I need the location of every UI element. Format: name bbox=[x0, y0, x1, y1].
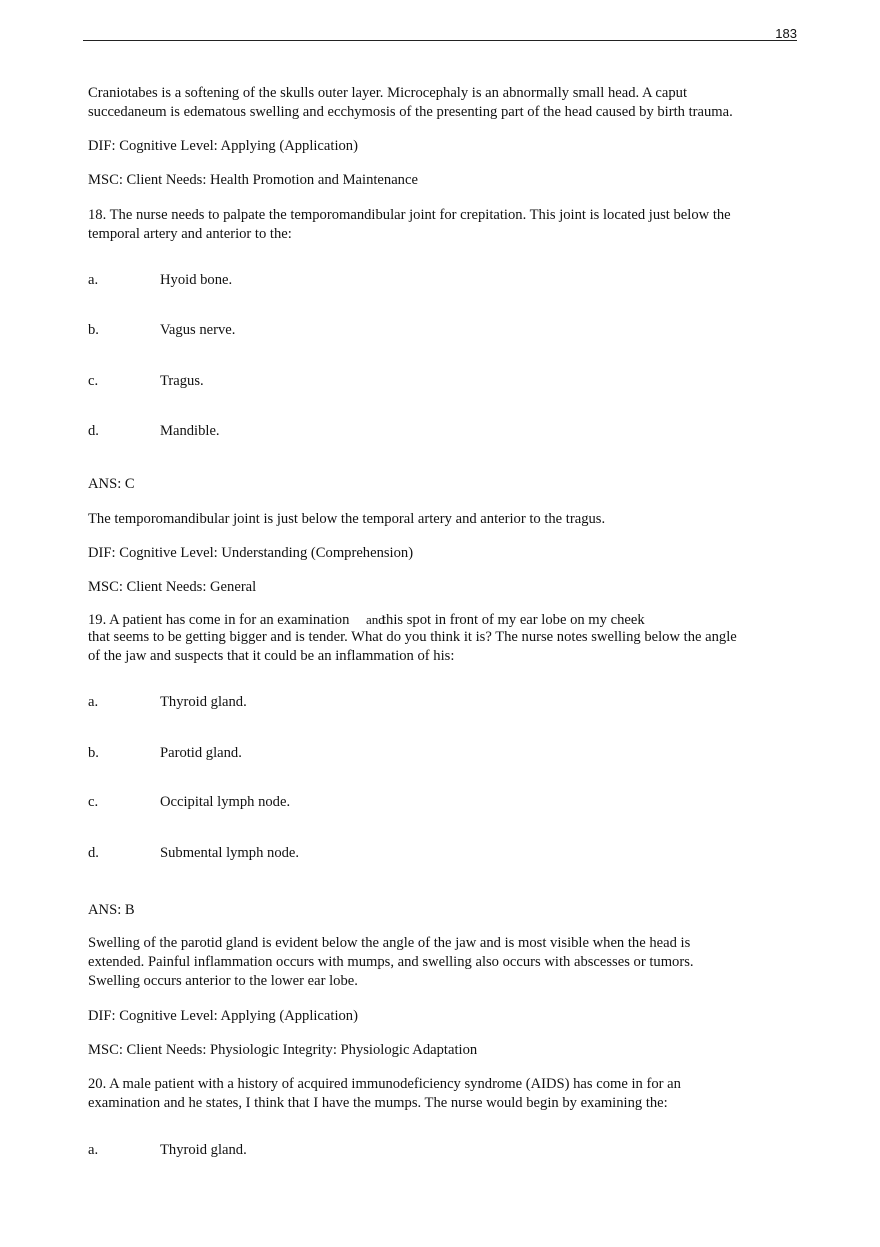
intro-line-1: Craniotabes is a softening of the skulls outer layer. Microcephaly is an abnormally small head. A caput bbox=[88, 85, 688, 101]
q19-stem-line-1a: 19. A patient has come in for an examination bbox=[88, 612, 350, 628]
q19-stem-line-1b: and bbox=[366, 612, 385, 627]
q19-stem-line-3: of the jaw and suspects that it could be an inflammation of his: bbox=[88, 648, 455, 664]
q19-msc: MSC: Client Needs: Physiologic Integrity: Physiologic Adaptation bbox=[88, 1042, 478, 1058]
q18-stem-line-2: temporal artery and anterior to the: bbox=[88, 226, 292, 242]
q18-option-d-letter: d. bbox=[88, 423, 99, 439]
q18-option-a-letter: a. bbox=[88, 272, 99, 288]
q18-option-a-text: Hyoid bone. bbox=[160, 272, 233, 288]
q19-answer: ANS: B bbox=[88, 902, 135, 918]
q19-dif: DIF: Cognitive Level: Applying (Application) bbox=[88, 1008, 358, 1024]
intro-line-2: succedaneum is edematous swelling and ecchymosis of the presenting part of the head caused by birth trauma. bbox=[88, 104, 733, 120]
q19-option-b-text: Parotid gland. bbox=[160, 745, 242, 761]
q19-option-a-letter: a. bbox=[88, 694, 99, 710]
q18-dif: DIF: Cognitive Level: Understanding (Comprehension) bbox=[88, 545, 414, 561]
q18-option-c-text: Tragus. bbox=[160, 373, 204, 389]
q19-option-c-text: Occipital lymph node. bbox=[160, 794, 291, 810]
q19-option-a-text: Thyroid gland. bbox=[160, 694, 247, 710]
q19-rationale-line-3: Swelling occurs anterior to the lower ear lobe. bbox=[88, 973, 358, 989]
q19-rationale-line-2: extended. Painful inflammation occurs with mumps, and swelling also occurs with abscesses or tumors. bbox=[88, 954, 694, 970]
intro-dif: DIF: Cognitive Level: Applying (Application) bbox=[88, 138, 358, 154]
q19-option-c-letter: c. bbox=[88, 794, 99, 810]
q20-option-a-letter: a. bbox=[88, 1142, 99, 1158]
q19-option-b-letter: b. bbox=[88, 745, 99, 761]
q18-answer: ANS: C bbox=[88, 476, 135, 492]
q19-rationale-line-1: Swelling of the parotid gland is evident below the angle of the jaw and is most visible when the head is bbox=[88, 935, 691, 951]
q18-option-b-text: Vagus nerve. bbox=[160, 322, 236, 338]
q20-stem-line-1: 20. A male patient with a history of acquired immunodeficiency syndrome (AIDS) has come in for an bbox=[88, 1076, 681, 1092]
page-number: 183 bbox=[775, 26, 797, 41]
q18-msc: MSC: Client Needs: General bbox=[88, 579, 257, 595]
header-rule bbox=[83, 40, 797, 41]
q20-option-a-text: Thyroid gland. bbox=[160, 1142, 247, 1158]
intro-msc: MSC: Client Needs: Health Promotion and Maintenance bbox=[88, 172, 418, 188]
q19-option-d-letter: d. bbox=[88, 845, 99, 861]
q20-stem-line-2: examination and he states, I think that I have the mumps. The nurse would begin by examining the: bbox=[88, 1095, 668, 1111]
q19-stem-line-2: that seems to be getting bigger and is tender. What do you think it is? The nurse notes swelling below the angle bbox=[88, 629, 737, 645]
q18-option-c-letter: c. bbox=[88, 373, 99, 389]
q19-option-d-text: Submental lymph node. bbox=[160, 845, 300, 861]
q18-stem-line-1: 18. The nurse needs to palpate the temporomandibular joint for crepitation. This joint is located just below the bbox=[88, 207, 731, 223]
q18-option-d-text: Mandible. bbox=[160, 423, 220, 439]
q19-stem-line-1c: this spot in front of my ear lobe on my cheek bbox=[382, 612, 645, 628]
q18-rationale: The temporomandibular joint is just below the temporal artery and anterior to the tragus. bbox=[88, 511, 606, 527]
q18-option-b-letter: b. bbox=[88, 322, 99, 338]
